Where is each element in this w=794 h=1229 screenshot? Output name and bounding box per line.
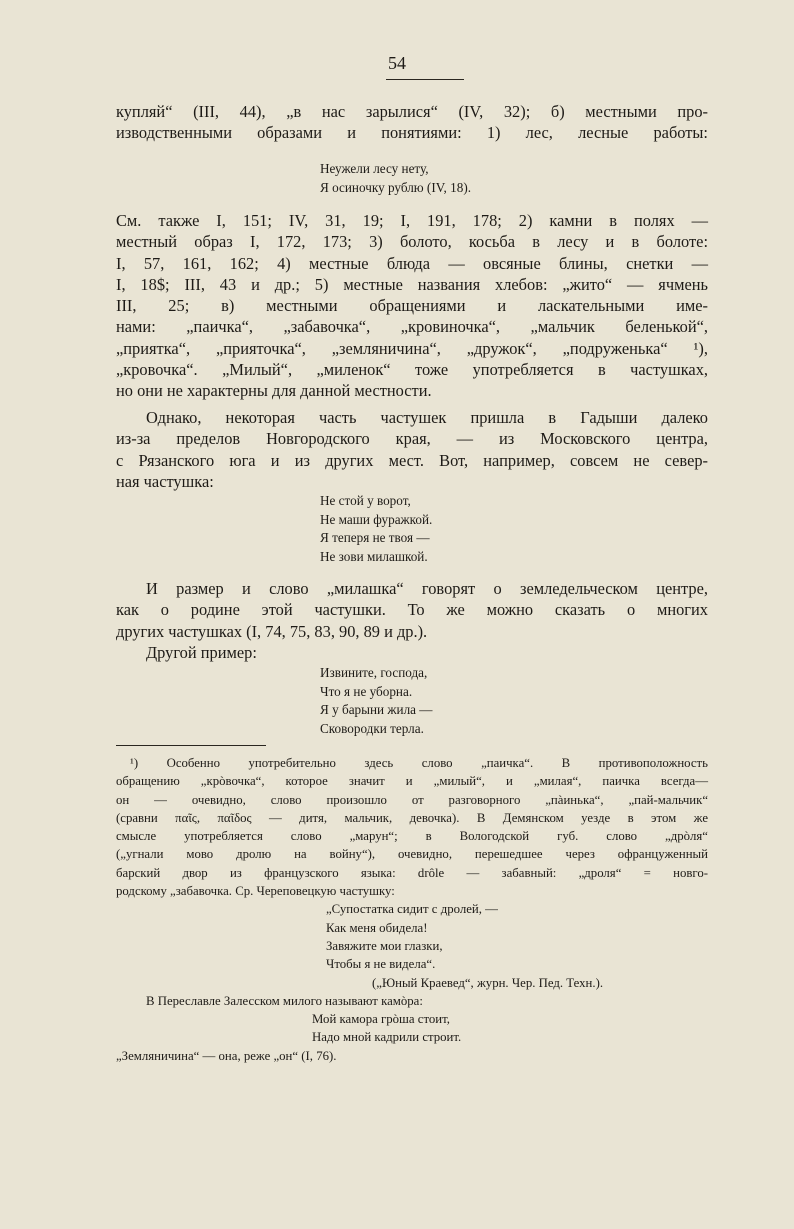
paragraph-local-images <box>116 210 708 402</box>
text-line: но они не характерны для данной местности. <box>116 381 432 401</box>
text-line: ная частушка: <box>116 471 214 491</box>
footnote-line: ¹) Особенно употребительно здесь слово „паичка“. В противоположность <box>130 756 708 770</box>
footnote-line: смысле употребляется слово „марун“; в Вологодской губ. слово „дрòля“ <box>116 829 708 844</box>
verse-line: Я у барыни жила — <box>320 702 433 717</box>
text-line: И размер и слово „милашка“ говорят о земледельческом центре, <box>146 579 708 598</box>
verse-line: Я теперя не твоя — <box>320 530 430 545</box>
verse-quote <box>320 492 432 566</box>
verse-line: Сковородки терла. <box>320 720 424 736</box>
verse-line: Не зови милашкой. <box>320 548 428 564</box>
page-number-rule <box>386 79 464 80</box>
text-line: изводственными образами и понятиями: 1) лес, лесные работы: <box>116 123 708 143</box>
footnote-line: (сравни παῖς, παῖδος — дитя, мальчик, девочка). В Демянском уезде в этом же <box>116 810 708 825</box>
verse-line: Мой камора грòша стоит, <box>312 1012 450 1027</box>
verse-line: Не стой у ворот, <box>320 493 411 508</box>
verse-line: Как меня обидела! <box>326 920 428 935</box>
footnote <box>116 754 708 1065</box>
text-line: купляй“ (III, 44), „в нас зарылися“ (IV, 32); б) местными про- <box>116 102 708 121</box>
page-number: 54 <box>388 53 406 73</box>
text-line: I, 57, 161, 162; 4) местные блюда — овсяные блины, снетки — <box>116 253 708 273</box>
text-line: местный образ I, 172, 173; 3) болото, косьба в лесу и в болоте: <box>116 232 708 252</box>
text-line: Другой пример: <box>146 642 257 662</box>
footnote-line: родскому „забавочка. Ср. Череповецкую частушку: <box>116 884 395 899</box>
text-line: как о родине этой частушки. То же можно сказать о многих <box>116 600 708 620</box>
text-line: других частушках (I, 74, 75, 83, 90, 89 и др.). <box>116 621 428 641</box>
text-line: Однако, некоторая часть частушек пришла в Гадыши далеко <box>146 408 708 427</box>
verse-line: Чтобы я не видела“. <box>326 957 436 972</box>
verse-line: Извините, господа, <box>320 665 428 680</box>
footnote-line: В Переславле Залесском милого называют камòра: <box>146 993 423 1008</box>
text-line: „кровочка“. „Милый“, „миленок“ тоже употребляется в частушках, <box>116 360 708 380</box>
text-line: „приятка“, „прияточка“, „земляничина“, „дружок“, „подруженька“ ¹), <box>116 338 708 358</box>
paragraph-milashka <box>116 578 708 663</box>
text-line: III, 25; в) местными обращениями и ласкательными име- <box>116 296 708 316</box>
paragraph-continuation <box>116 101 708 144</box>
verse-quote <box>320 160 471 197</box>
footnote-line: он — очевидно, слово произошло от разговорного „пàинька“, „пай-мальчик“ <box>116 792 708 807</box>
text-line: См. также I, 151; IV, 31, 19; I, 191, 178; 2) камни в полях — <box>116 211 708 230</box>
footnote-rule <box>116 745 266 746</box>
verse-line: „Супостатка сидит с дролей, — <box>326 902 498 917</box>
verse-line: Неужели лесу нету, <box>320 161 429 176</box>
verse-line: Не маши фуражкой. <box>320 511 433 527</box>
footnote-source: („Юный Краевед“, журн. Чер. Пед. Техн.). <box>372 975 604 990</box>
text-line: с Рязанского юга и из других мест. Вот, например, совсем не север- <box>116 450 708 470</box>
footnote-verse <box>116 1010 708 1047</box>
verse-line: Что я не уборна. <box>320 683 413 699</box>
verse-quote <box>320 664 433 738</box>
verse-line: Надо мной кадрили строит. <box>312 1030 462 1045</box>
footnote-verse <box>116 900 708 973</box>
text-line: из-за пределов Новгородского края, — из Московского центра, <box>116 429 708 449</box>
footnote-line: обращению „крòвочка“, которое значит и „милый“, и „милая“, паичка всегда— <box>116 774 708 789</box>
paragraph-outside-origin <box>116 407 708 492</box>
verse-line: Завяжите мои глазки, <box>326 938 443 953</box>
text-line: нами: „паичка“, „забавочка“, „кровиночка“, „мальчик беленькой“, <box>116 317 708 337</box>
text-line: I, 18$; III, 43 и др.; 5) местные названия хлебов: „жито“ — ячмень <box>116 274 708 294</box>
verse-line: Я осиночку рублю (IV, 18). <box>320 179 472 195</box>
footnote-line: барский двор из французского языка: drôle — забавный: „дроля“ = новго- <box>116 865 708 880</box>
footnote-line: („угнали мово дролю на войну“), очевидно, перешедшее через офранцуженный <box>116 847 708 862</box>
footnote-line: „Земляничина“ — она, реже „он“ (I, 76). <box>116 1048 337 1063</box>
